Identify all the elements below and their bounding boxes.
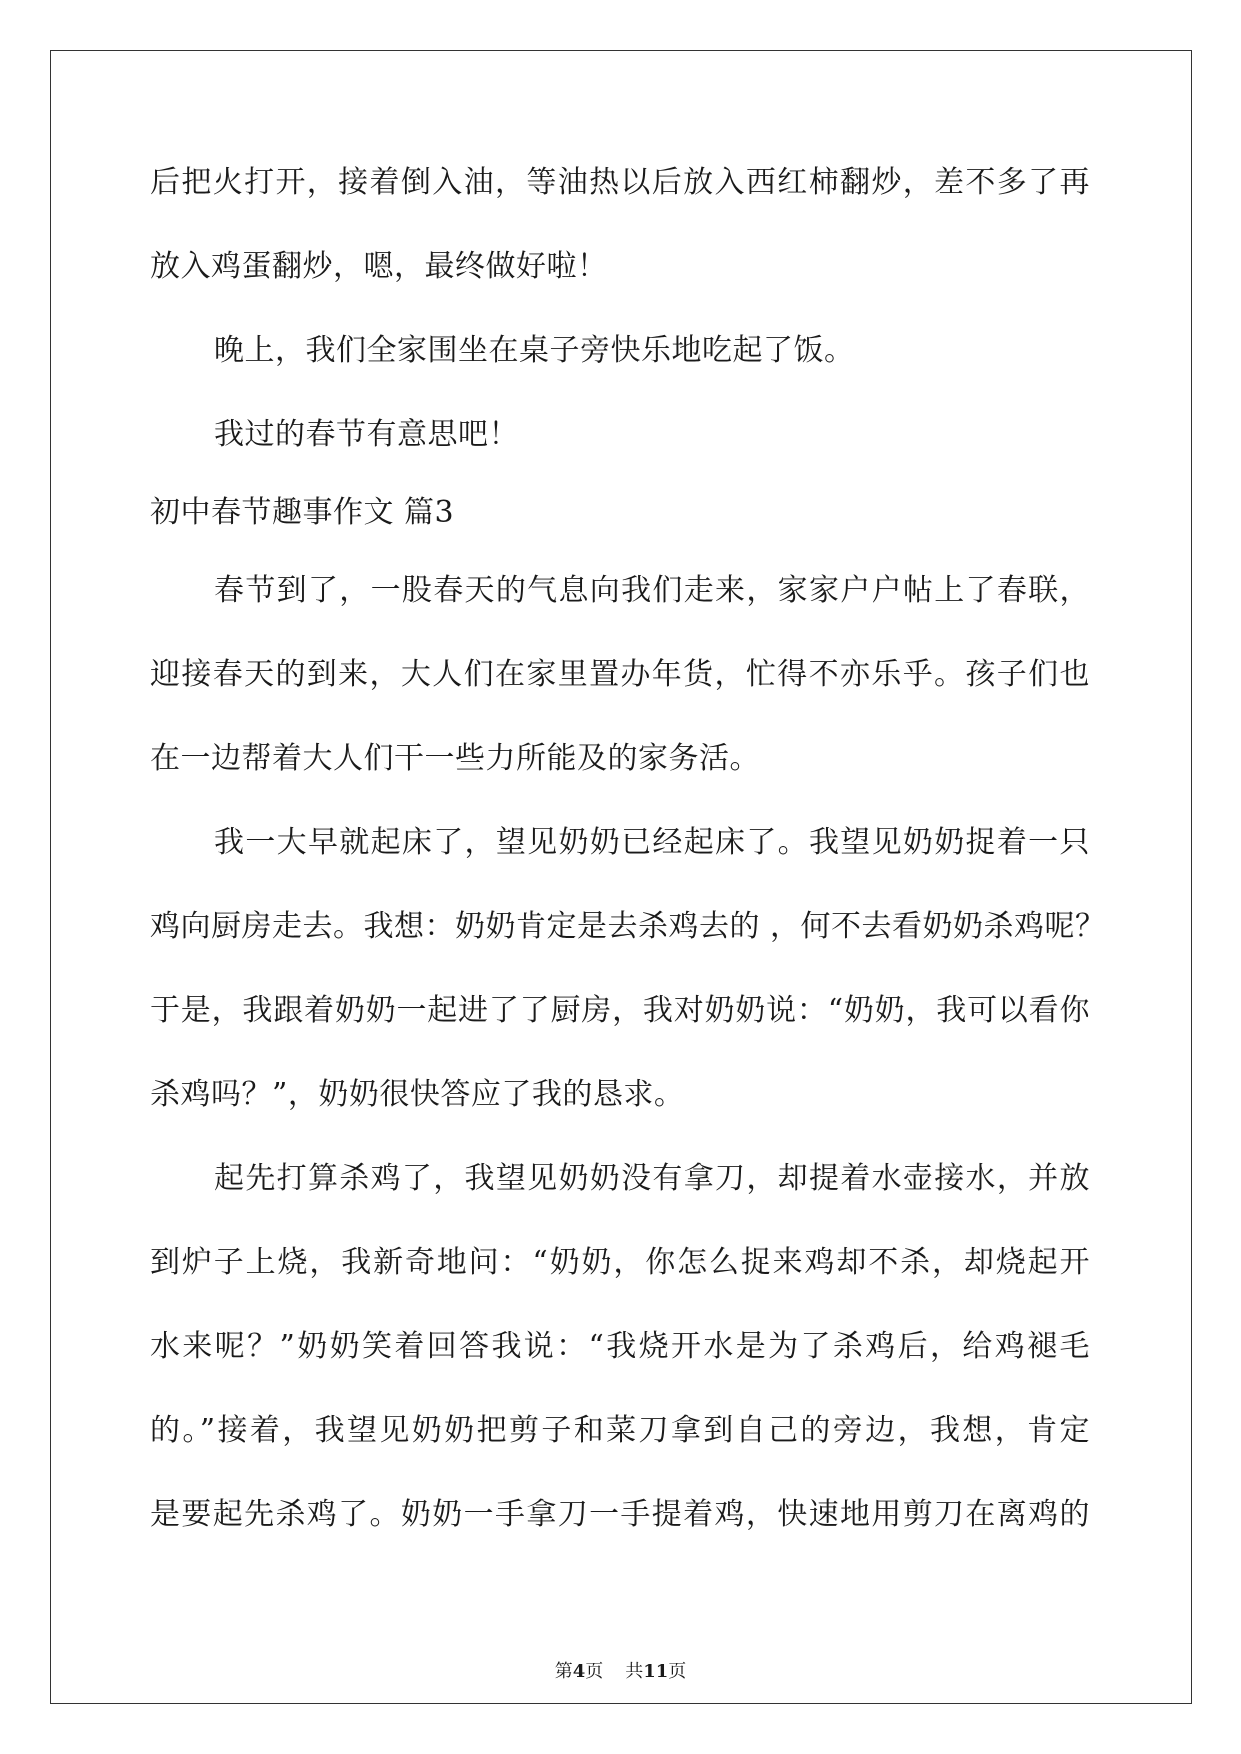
text-line: 迎接春天的到来，大人们在家里置办年货，忙得不亦乐乎。孩子们也	[150, 657, 1090, 692]
text-line: 起先打算杀鸡了，我望见奶奶没有拿刀，却提着水壶接水，并放	[214, 1161, 1090, 1196]
text-line: 在一边帮着大人们干一些力所能及的家务活。	[150, 741, 760, 776]
text-line: 春节到了，一股春天的气息向我们走来，家家户户帖上了春联，	[214, 573, 1090, 608]
page-unit: 页	[585, 1661, 604, 1682]
text-line: 是要起先杀鸡了。奶奶一手拿刀一手提着鸡，快速地用剪刀在离鸡的	[150, 1497, 1090, 1532]
total-unit: 页	[668, 1661, 687, 1682]
text-line: 鸡向厨房走去。我想：奶奶肯定是去杀鸡去的 ，何不去看奶奶杀鸡呢？	[150, 909, 1106, 944]
section-heading: 初中春节趣事作文 篇3	[150, 495, 455, 530]
page-prefix: 第	[554, 1661, 573, 1682]
text-line: 后把火打开，接着倒入油，等油热以后放入西红柿翻炒，差不多了再	[150, 165, 1090, 200]
page-footer	[0, 1660, 1241, 1684]
total-prefix: 共	[625, 1661, 644, 1682]
text-line: 我一大早就起床了，望见奶奶已经起床了。我望见奶奶捉着一只	[214, 825, 1090, 860]
text-line: 杀鸡吗？”，奶奶很快答应了我的恳求。	[150, 1077, 685, 1112]
text-line: 放入鸡蛋翻炒，嗯，最终做好啦！	[150, 249, 608, 284]
total-page-count: 11	[643, 1661, 669, 1682]
text-line: 到炉子上烧，我新奇地问：“奶奶，你怎么捉来鸡却不杀，却烧起开	[150, 1245, 1090, 1280]
text-line: 水来呢？”奶奶笑着回答我说：“我烧开水是为了杀鸡后，给鸡褪毛	[150, 1329, 1090, 1364]
text-line: 晚上，我们全家围坐在桌子旁快乐地吃起了饭。	[214, 333, 855, 368]
text-line: 我过的春节有意思吧！	[214, 417, 519, 452]
current-page-number: 4	[572, 1661, 586, 1682]
text-line: 的。”接着，我望见奶奶把剪子和菜刀拿到自己的旁边，我想，肯定	[150, 1413, 1090, 1448]
text-line: 于是，我跟着奶奶一起进了了厨房，我对奶奶说：“奶奶，我可以看你	[150, 993, 1090, 1028]
